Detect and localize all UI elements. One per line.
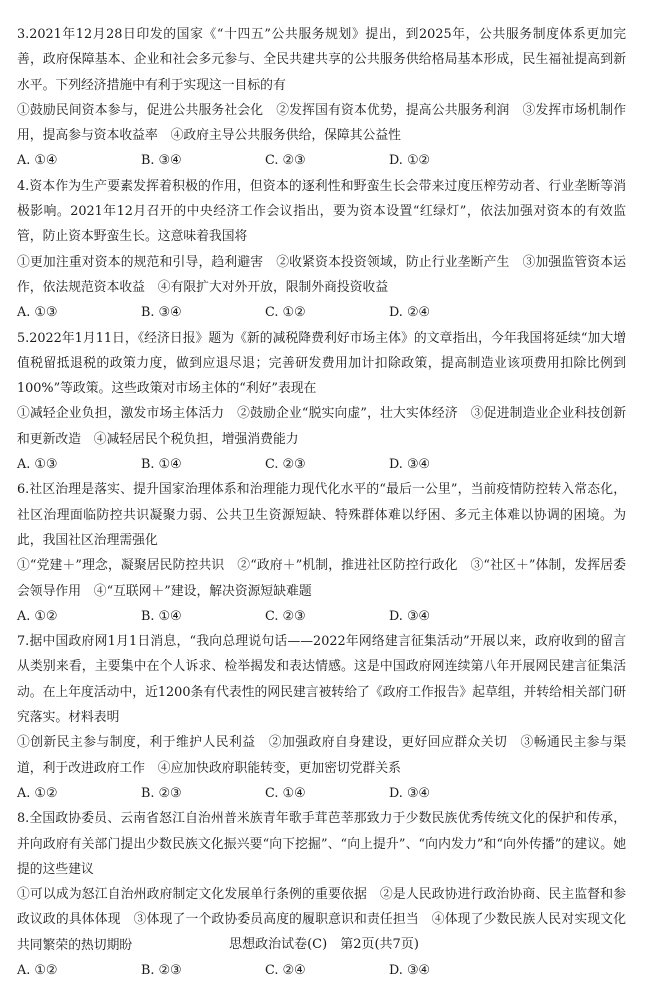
choice-b: B. ①④ [141,608,182,624]
choice-d: D. ③④ [389,962,430,978]
question-stem: 5.2022年1月11日，《经济日报》题为《新的减税降费利好市场主体》的文章指出，今年我国将延续“加大增值税留抵退税的政策力度，做到应退尽退；完善研发费用加计扣除政策，提高制造业该项费用扣除比例到100%”等政策。这些政策对市场主体的“利好”表现在 [17,330,626,397]
question-7 [17,629,626,806]
question-4 [17,174,626,326]
choice-b: B. ②③ [141,962,182,978]
question-stem: 6.社区治理是落实、提升国家治理体系和治理能力现代化水平的“最后一公里”，当前疫情防控转入常态化，社区治理面临防控共识凝聚力弱、公共卫生资源短缺、特殊群体难以纾困、多元主体难以协调的困境。为此，我国社区治理需强化 [17,482,626,548]
choice-a: A. ①② [17,785,58,801]
choice-b: B. ③④ [141,153,182,169]
choice-a: A. ①② [17,608,58,624]
question-5 [17,326,626,478]
question-statements: ①减轻企业负担，激发市场主体活力 ②鼓励企业“脱实向虚”，壮大实体经济 ③促进制造业企业科技创新和更新改造 ④减轻居民个税负担，增强消费能力 [17,406,626,447]
question-3 [17,22,626,174]
choice-d: D. ③④ [389,608,430,624]
choice-d: D. ③④ [389,457,430,473]
answer-choices [17,781,626,806]
choice-a: A. ①③ [17,305,58,321]
answer-choices [17,300,626,325]
question-6 [17,477,626,629]
choice-c: C. ②③ [265,153,306,169]
choice-c: C. ①② [265,305,306,321]
choice-d: D. ③④ [389,785,430,801]
question-statements: ①创新民主参与制度，利于维护人民利益 ②加强政府自身建设，更好回应群众关切 ③畅通民主参与渠道，利于改进政府工作 ④应加快政府职能转变，更加密切党群关系 [17,735,626,776]
choice-b: B. ③④ [141,305,182,321]
choice-d: D. ②④ [389,305,430,321]
question-statements: ①更加注重对资本的规范和引导，趋利避害 ②收紧资本投资领域，防止行业垄断产生 ③加强监管资本运作，依法规范资本收益 ④有限扩大对外开放，限制外商投资收益 [17,254,626,295]
answer-choices [17,604,626,629]
question-statements: ①可以成为怒江自治州政府制定文化发展单行条例的重要依据 ②是人民政协进行政治协商、民主监督和参政议政的具体体现 ③体现了一个政协委员高度的履职意识和责任担当 ④体现了少数民族人民对实现文化共同繁荣的热切期盼 [17,887,626,953]
question-stem: 3.2021年12月28日印发的国家《“十四五”公共服务规划》提出，到2025年，公共服务制度体系更加完善，政府保障基本、企业和社会多元参与、全民共建共享的公共服务供给格局基本形成，民生福祉提高到新水平。下列经济措施中有利于实现这一目标的有 [17,27,626,93]
answer-choices [17,148,626,173]
choice-c: C. ②③ [265,608,306,624]
choice-c: C. ②③ [265,457,306,473]
question-statements: ①鼓励民间资本参与，促进公共服务社会化 ②发挥国有资本优势，提高公共服务利润 ③发挥市场机制作用，提高参与资本收益率 ④政府主导公共服务供给，保障其公益性 [17,102,626,144]
question-stem: 8.全国政协委员、云南省怒江自治州普米族青年歌手茸芭莘那致力于少数民族优秀传统文化的保护和传承，并向政府有关部门提出少数民族文化振兴要“向下挖掘”、“向上提升”、“向内发力”和“向外传播”的建议。她提的这些建议 [17,811,626,877]
answer-choices [17,958,626,983]
choice-a: A. ①② [17,962,58,978]
choice-a: A. ①④ [17,153,58,169]
choice-d: D. ①② [389,153,430,169]
choice-c: C. ②④ [265,962,306,978]
page-footer: 思想政治试卷(C) 第2页(共7页) [229,937,419,952]
question-stem: 4.资本作为生产要素发挥着积极的作用，但资本的逐利性和野蛮生长会带来过度压榨劳动者、行业垄断等消极影响。2021年12月召开的中央经济工作会议指出，要为资本设置“红绿灯”，依法加强对资本的有效监管，防止资本野蛮生长。这意味着我国将 [17,178,626,245]
question-statements: ①“党建＋”理念，凝聚居民防控共识 ②“政府＋”机制，推进社区防控行政化 ③“社区＋”体制，发挥居委会领导作用 ④“互联网＋”建设，解决资源短缺难题 [17,558,626,599]
choice-b: B. ②③ [141,785,182,801]
choice-c: C. ①④ [265,785,306,801]
answer-choices [17,452,626,477]
question-stem: 7.据中国政府网1月1日消息，“我向总理说句话——2022年网络建言征集活动”开展以来，政府收到的留言从类别来看，主要集中在个人诉求、检举揭发和表达情感。这是中国政府网连续第八年开展网民建言征集活动。在上年度活动中，近1200条有代表性的网民建言被转给了《政府工作报告》起草组，并转给相关部门研究落实。材料表明 [17,634,626,726]
choice-b: B. ①④ [141,457,182,473]
choice-a: A. ①③ [17,457,58,473]
